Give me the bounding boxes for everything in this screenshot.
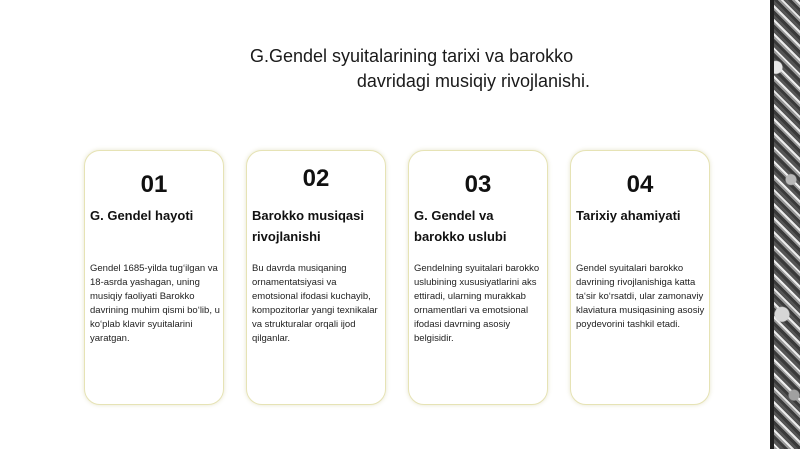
slide-title [230, 44, 590, 94]
slide-title-line-2: davridagi musiqiy rivojlanishi. [356, 71, 590, 91]
slide-title-line-1: G.Gendel syuitalarining tarixi va barokko [250, 46, 574, 66]
card-number: 04 [626, 171, 654, 198]
decorative-side-strip [770, 0, 800, 449]
card-text: Gendel syuitalari barokko davrining rivojlanishiga katta ta‘sir ko‘rsatdi, ular zamonaviy klaviatura musiqasining asosiy poydevorini tashkil etadi. [576, 263, 705, 330]
card-03 [408, 150, 548, 405]
card-02 [246, 150, 386, 405]
card-01 [84, 150, 224, 405]
card-heading: G. Gendel va barokko uslubi [414, 208, 507, 244]
card-04 [570, 150, 710, 405]
card-heading: Tarixiy ahamiyati [576, 208, 681, 223]
card-text: Gendel 1685-yilda tug‘ilgan va 18-asrda yashagan, uning musiqiy faoliyati Barokko davrining muhim qismi bo‘lib, u ko‘plab klavir syuitalarini yaratgan. [90, 263, 220, 344]
card-heading: G. Gendel hayoti [90, 208, 194, 223]
card-number: 01 [140, 171, 168, 198]
card-heading: Barokko musiqasi rivojlanishi [252, 208, 364, 244]
card-number: 02 [302, 165, 330, 192]
card-text: Bu davrda musiqaning ornamentatsiyasi va emotsional ifodasi kuchayib, kompozitorlar yangi texnikalar va strukturalar orqali ijod qilganlar. [252, 263, 378, 344]
card-text: Gendelning syuitalari barokko uslubining xususiyatlarini aks ettiradi, ularning murakkab ornamentlari va emotsional ifodasi davrning asosiy belgisidir. [414, 263, 540, 344]
card-number: 03 [464, 171, 492, 198]
